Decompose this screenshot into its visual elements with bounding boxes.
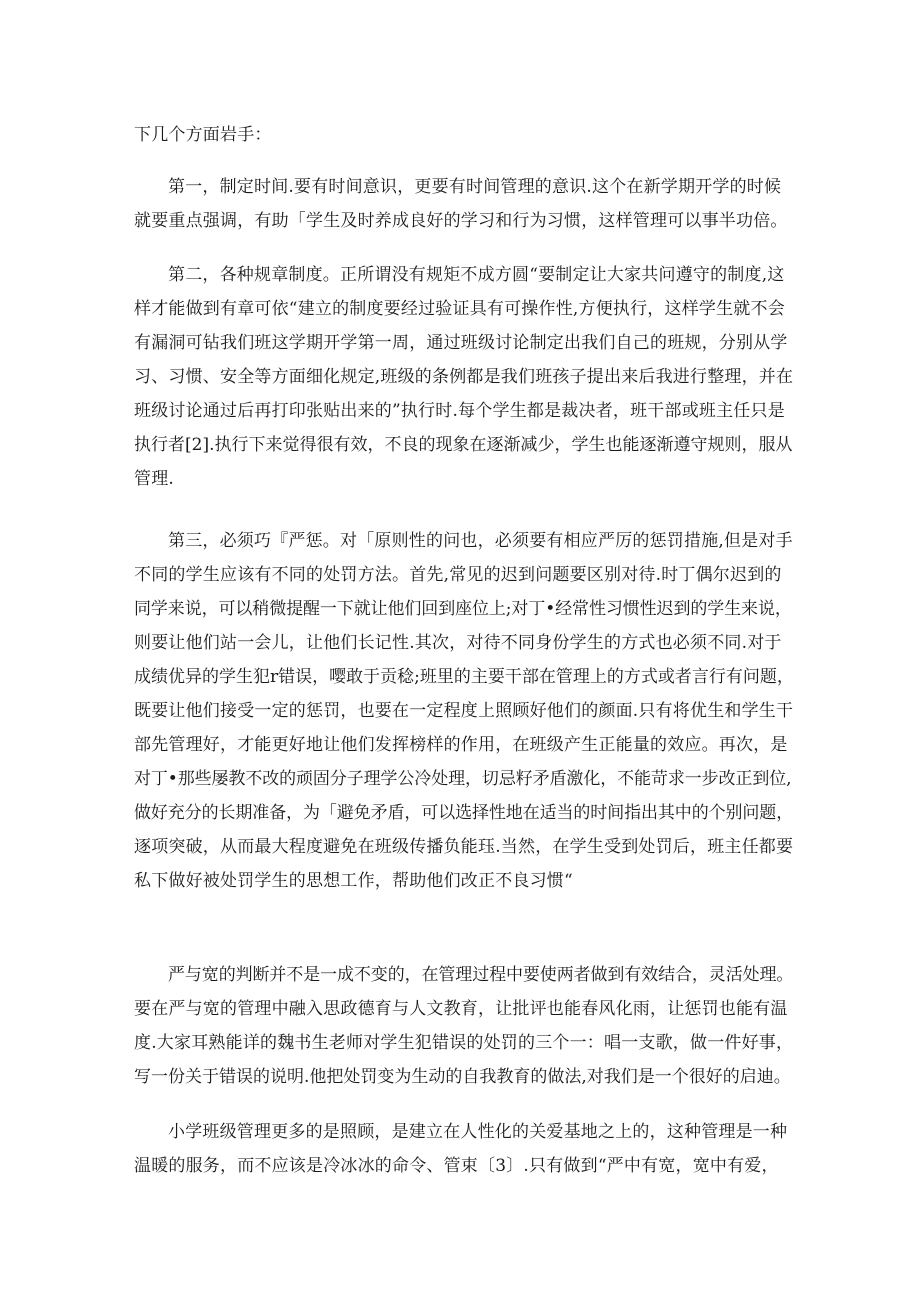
text-line: 要在严与宽的管理中融入思政德育与人文教育，让批评也能春风化雨，让惩罚也能有温	[134, 999, 788, 1019]
text-line: 严与宽的判断并不是一成不变的，在管理过程中要使两者做到有效结合，灵活处理。	[168, 965, 794, 985]
text-line: 有漏洞可钻我们班这学期开学第一周，通过班级讨论制定出我们自己的班规，分别从学	[134, 333, 788, 353]
text-line: 下几个方面岩手：	[134, 125, 272, 145]
text-line: 管理.	[134, 469, 175, 489]
text-line: 逐项突破，从而最大程度避免在班级传播负能珏.当然，在学生受到处罚后，班主任都要	[134, 837, 794, 857]
text-line: 部先管理好，才能更好地让他们发挥榜样的作用，在班级产生正能量的效应。再次，是	[134, 735, 788, 755]
text-line: 写一份关于错误的说明.他把处罚变为生动的自我教育的做法,对我们是一个很好的启迪。	[134, 1067, 791, 1087]
text-line: 样才能做到有章可依“建立的制度要经过验证具有可操作性,方便执行，这样学生就不会	[134, 299, 785, 319]
text-line: 小学班级管理更多的是照顾，是建立在人性化的关爱基地之上的，这种管理是一种	[168, 1122, 788, 1142]
text-line: 第三，必须巧『严惩。对「原则性的问也，必须要有相应严厉的惩罚措施,但是对手	[168, 531, 793, 551]
text-line: 对丁•那些屡教不改的顽固分子理学公冷处理，切忌籽矛盾激化，不能苛求一步改正到位,	[134, 769, 792, 789]
paragraph-first-point	[134, 170, 794, 238]
paragraph-care	[134, 1115, 794, 1183]
text-line: 就要重点强调，有助「学生及时养成良好的学习和行为习惯，这样管理可以事半功倍。	[134, 211, 788, 231]
text-line: 度.大家耳熟能详的魏书生老师对学生犯错误的处罚的三个一：唱一支歌，做一件好事，	[134, 1033, 794, 1053]
paragraph-third-point	[134, 524, 794, 898]
text-line: 不同的学生应该有不同的处罚方法。首先,常见的迟到问题要区别对待.时丁偶尔迟到的	[134, 565, 782, 585]
paragraph-strict-lenient	[134, 958, 794, 1094]
text-line: 同学来说，可以稍微提醒一下就让他们回到座位上;对丁•经常性习惯性迟到的学生来说，	[134, 599, 792, 619]
text-line: 温暖的服务，而不应该是冷冰冰的命令、管束〔3〕.只有做到“严中有宽，宽中有爱，	[134, 1156, 779, 1176]
text-line: 私下做好被处罚学生的思想工作，帮助他们改正不良习惯“	[134, 871, 573, 891]
text-line: 习、习惯、安全等方面细化规定,班级的条例都是我们班孩子提出来后我进行整理，并在	[134, 367, 794, 387]
text-line: 成绩优异的学生犯r错误，嘤敢于贡稔;班里的主要干部在管理上的方式或者言行有问题，	[134, 667, 794, 687]
text-line: 第一，制定时间.要有时间意识，更要有时间管理的意识.这个在新学期开学的时候	[168, 177, 782, 197]
paragraph-second-point	[134, 258, 794, 496]
paragraph-intro	[134, 118, 794, 152]
text-line: 则要让他们站一会儿，让他们长记性.其次，对待不同身份学生的方式也必须不同.对于	[134, 633, 782, 653]
text-line: 班级讨论通过后再打印张贴出来的”执行时.每个学生都是裁决者，班干部或班主任只是	[134, 401, 785, 421]
text-line: 第二，各种规章制度。正所谓没有规矩不成方圆“要制定让大家共问遵守的制度,这	[168, 265, 785, 285]
text-line: 既要让他们接受一定的惩罚，也要在一定程度上照顾好他们的颜面.只有将优生和学生干	[134, 701, 794, 721]
text-line: 执行者[2].执行下来觉得很有效，不良的现象在逐渐减少，学生也能逐渐遵守规则，服从	[134, 435, 793, 455]
text-line: 做好充分的长期准备，为「避免矛盾，可以选择性地在适当的时间指出其中的个别问题，	[134, 803, 794, 823]
